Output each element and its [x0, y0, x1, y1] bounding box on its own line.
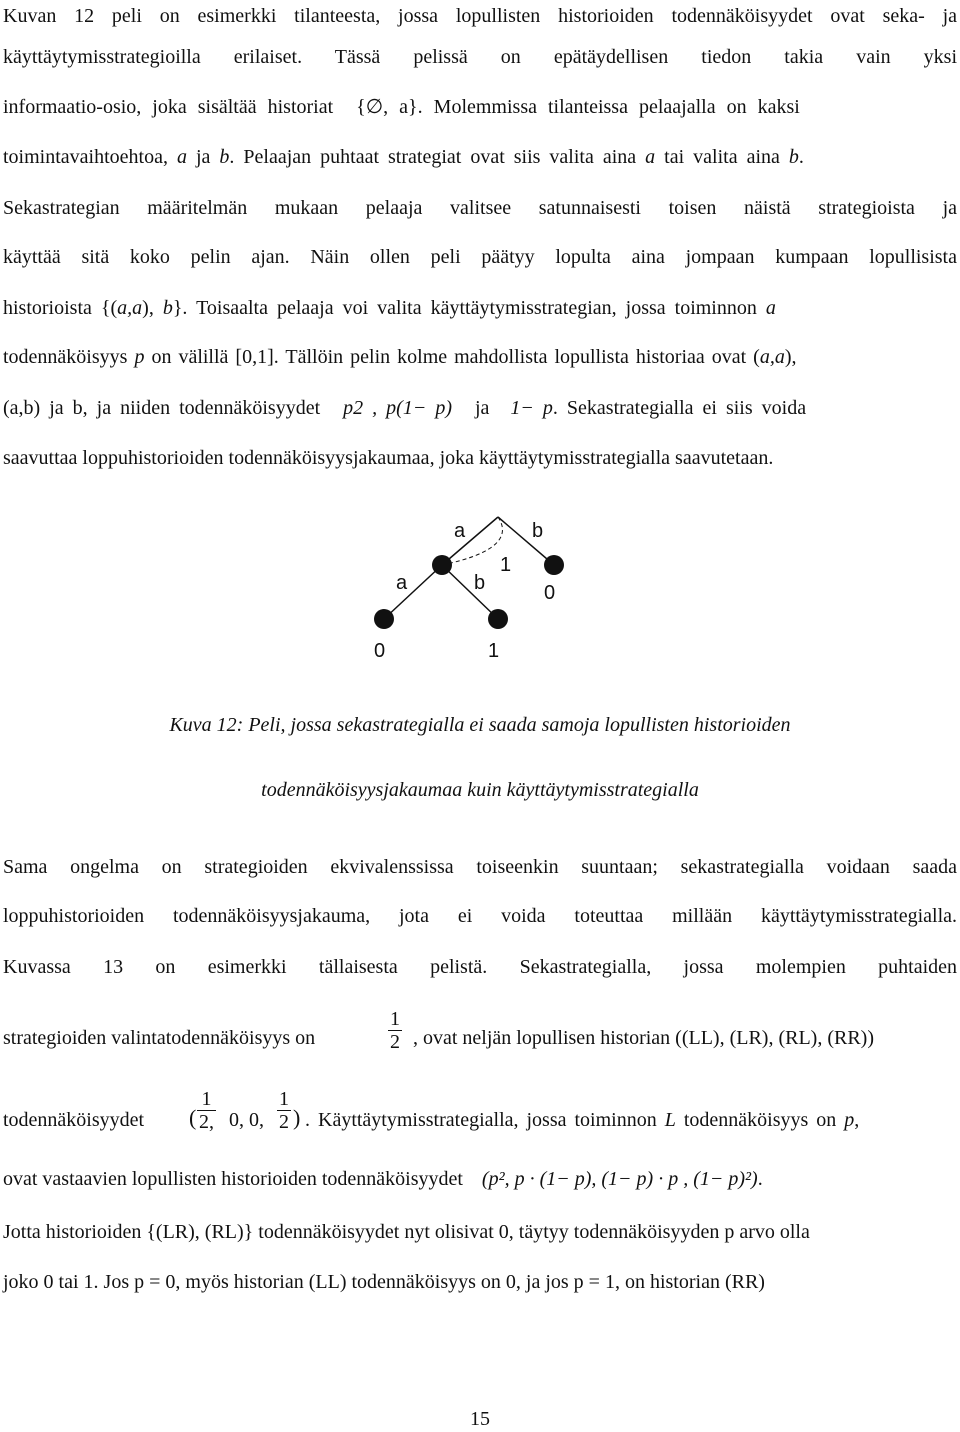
tree-label-0-bottom: 0 [374, 640, 386, 662]
paragraph-2-line-5: todennäköisyydet ( 1 2, 0, 0, 1 2 ) . Käyttäytymisstrategialla, jossa toiminnon L todennäköisyys on p, [3, 1088, 860, 1133]
tree-edge-left-to-leaf1 [442, 565, 498, 619]
figure-caption-line-1: Kuva 12: Peli, jossa sekastrategialla ei saada samoja lopullisten historioiden [169, 714, 791, 736]
paragraph-1-line-1: Kuvan 12 peli on esimerkki tilanteesta, jossa lopullisten historioiden todennäköisyydet ovat seka- ja [3, 5, 957, 27]
paragraph-2-line-1: Sama ongelma on strategioiden ekvivalenssissa toiseenkin suuntaan; sekastrategialla voidaan saada [3, 856, 957, 878]
page-number: 15 [470, 1408, 490, 1430]
paragraph-2-line-3: Kuvassa 13 on esimerkki tällaisesta pelistä. Sekastrategialla, jossa molempien puhtaiden [3, 956, 957, 978]
tree-label-1-mid: 1 [500, 554, 512, 576]
tree-label-b-mid: b [474, 572, 486, 594]
paragraph-2-line-7: Jotta historioiden {(LR), (RL)} todennäköisyydet nyt olisivat 0, täytyy todennäköisyyden p arvo olla [3, 1221, 810, 1243]
history-set-math: {∅, a} [356, 96, 418, 118]
complement-math: 1− p [510, 397, 553, 419]
paragraph-1-line-4: toimintavaihtoehtoa, a ja b. Pelaajan puhtaat strategiat ovat siis valita aina a tai valita aina b. [3, 146, 804, 168]
paragraph-1-line-7: historioista {(a,a), b}. Toisaalta pelaaja voi valita käyttäytymisstrategian, jossa toiminnon a [3, 297, 776, 319]
paragraph-2-line-2: loppuhistorioiden todennäköisyysjakauma, jota ei voida toteuttaa millään käyttäytymisstrategialla. [3, 905, 957, 927]
paragraph-1-line-6: käyttää sitä koko pelin ajan. Näin ollen peli päätyy lopulta aina jompaan kumpaan lopullisista [3, 246, 957, 268]
tree-node-leaf-1 [488, 609, 508, 629]
paragraph-1-line-9: (a,b) ja b, ja niiden todennäköisyydet p2 , p(1− p) ja 1− p. Sekastrategialla ei siis voida [3, 397, 807, 419]
paragraph-2-line-8: joko 0 tai 1. Jos p = 0, myös historian (LL) todennäköisyys on 0, ja jos p = 1, on historian (RR) [3, 1271, 765, 1293]
fraction-half-2: 1 2 [279, 1088, 289, 1133]
paragraph-2-line-4: strategioiden valintatodennäköisyys on 1 2 , ovat neljän lopullisen historian ((LL), (LR), (RL), (RR)) [3, 1008, 875, 1053]
tree-node-right-leaf [544, 555, 564, 575]
game-tree-figure [0, 505, 960, 685]
paragraph-1-line-2: käyttäytymisstrategioilla erilaiset. Tässä pelissä on epätäydellisen tiedon takia vain yksi [3, 46, 957, 68]
tree-node-leaf-0 [374, 609, 394, 629]
tree-label-b-top: b [532, 520, 544, 542]
tree-label-0-right: 0 [544, 582, 556, 604]
fraction-half-1: 1 2, [199, 1088, 214, 1133]
tree-node-left [432, 555, 452, 575]
tree-label-a-left: a [396, 572, 408, 594]
tree-label-1-bottom: 1 [488, 640, 500, 662]
paragraph-1-line-10: saavuttaa loppuhistorioiden todennäköisyysjakaumaa, joka käyttäytymisstrategialla saavutetaan. [3, 447, 774, 469]
tree-label-a-top: a [454, 520, 466, 542]
paragraph-1-line-5: Sekastrategian määritelmän mukaan pelaaja valitsee satunnaisesti toisen näistä strategioista ja [3, 197, 957, 219]
paragraph-1-line-8: todennäköisyys p on välillä [0,1]. Tällöin pelin kolme mahdollista lopullista historiaa ovat (a,a), [3, 346, 797, 368]
probabilities-math: p2 , p(1− p) [343, 397, 452, 419]
figure-caption-line-2: todennäköisyysjakaumaa kuin käyttäytymisstrategialla [261, 779, 699, 801]
fraction-one-half: 1 2 [390, 1008, 400, 1053]
paragraph-2-line-6: ovat vastaavien lopullisten historioiden todennäköisyydet (p², p · (1− p), (1− p) · p , (1− p)²). [3, 1168, 763, 1190]
paragraph-1-line-3: informaatio-osio, joka sisältää historiat {∅, a}. Molemmissa tilanteissa pelaajalla on kaksi [3, 96, 800, 118]
tree-edge-left-to-leaf0 [384, 565, 442, 619]
behavior-probabilities-math: (p², p · (1− p), (1− p) · p , (1− p)²) [481, 1168, 758, 1190]
